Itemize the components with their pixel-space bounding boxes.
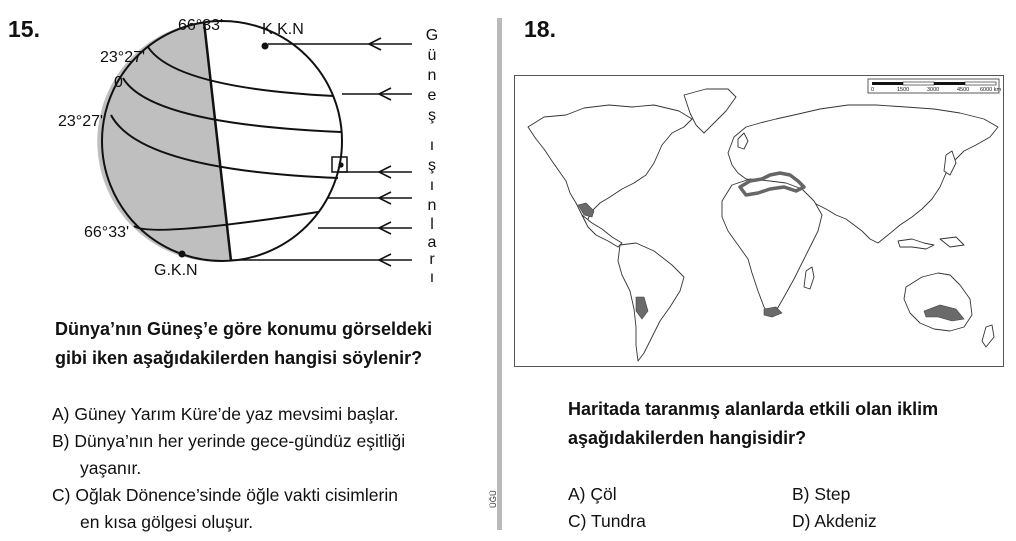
- q18-option-b[interactable]: B) Step: [792, 484, 851, 504]
- svg-text:ü: ü: [427, 47, 437, 64]
- column-divider: [497, 18, 502, 530]
- svg-text:6000 km: 6000 km: [980, 87, 1002, 93]
- south-pole-dot: [179, 251, 186, 258]
- label-antarctic-circle: 66°33': [84, 224, 130, 241]
- scale-bar: [868, 79, 1002, 93]
- svg-text:n: n: [427, 67, 437, 84]
- label-south-pole: G.K.N: [154, 262, 198, 279]
- svg-text:ş: ş: [428, 157, 436, 174]
- sun-rays-vertical-label: [426, 27, 438, 286]
- q18-option-c[interactable]: C) Tundra: [568, 511, 646, 531]
- label-tropic-cancer: 23°27': [100, 49, 146, 66]
- divider-label: ÜĞÜ: [489, 490, 498, 508]
- q18-option-a[interactable]: A) Çöl: [568, 484, 617, 504]
- svg-text:G: G: [425, 27, 439, 44]
- svg-text:3000: 3000: [927, 87, 940, 93]
- question-15-options: [52, 401, 405, 536]
- label-equator: 0: [114, 74, 123, 91]
- option-a[interactable]: A) Güney Yarım Küre’de yaz mevsimi başlar.: [52, 404, 399, 424]
- option-b[interactable]: B) Dünya’nın her yerinde gece-gündüz eşitliği yaşanır.: [52, 431, 406, 478]
- svg-text:ı: ı: [429, 269, 435, 286]
- q18-option-d[interactable]: D) Akdeniz: [792, 511, 877, 531]
- label-arctic-circle: 66°33': [178, 17, 224, 34]
- question-15-stem: Dünya’nın Güneş’e göre konumu görseldeki gibi iken aşağıdakilerden hangisi söylenir?: [55, 319, 433, 368]
- svg-text:a: a: [427, 234, 437, 251]
- svg-text:4500: 4500: [957, 87, 970, 93]
- svg-text:n: n: [427, 197, 437, 214]
- svg-text:ş: ş: [428, 107, 436, 124]
- svg-text:ı: ı: [429, 137, 435, 154]
- svg-text:1500: 1500: [897, 87, 910, 93]
- earth-sun-rays-diagram: [0, 0, 480, 300]
- option-c[interactable]: C) Oğlak Dönence’sinde öğle vakti cisimlerin en kısa gölgesi oluşur.: [52, 485, 398, 532]
- label-north-pole: K.K.N: [262, 21, 304, 38]
- svg-text:r: r: [429, 251, 435, 268]
- sun-rays: [232, 38, 412, 266]
- label-tropic-capricorn: 23°27': [58, 113, 104, 130]
- svg-text:ı: ı: [429, 177, 435, 194]
- question-18-number: 18.: [524, 16, 556, 42]
- svg-text:l: l: [430, 216, 434, 233]
- question-18-stem: Haritada taranmış alanlarda etkili olan iklim aşağıdakilerden hangisidir?: [568, 399, 939, 448]
- svg-text:e: e: [427, 87, 437, 104]
- world-map: [514, 75, 1004, 367]
- svg-text:0: 0: [871, 87, 875, 93]
- north-pole-dot: [262, 43, 269, 50]
- question-15-number: 15.: [8, 16, 40, 42]
